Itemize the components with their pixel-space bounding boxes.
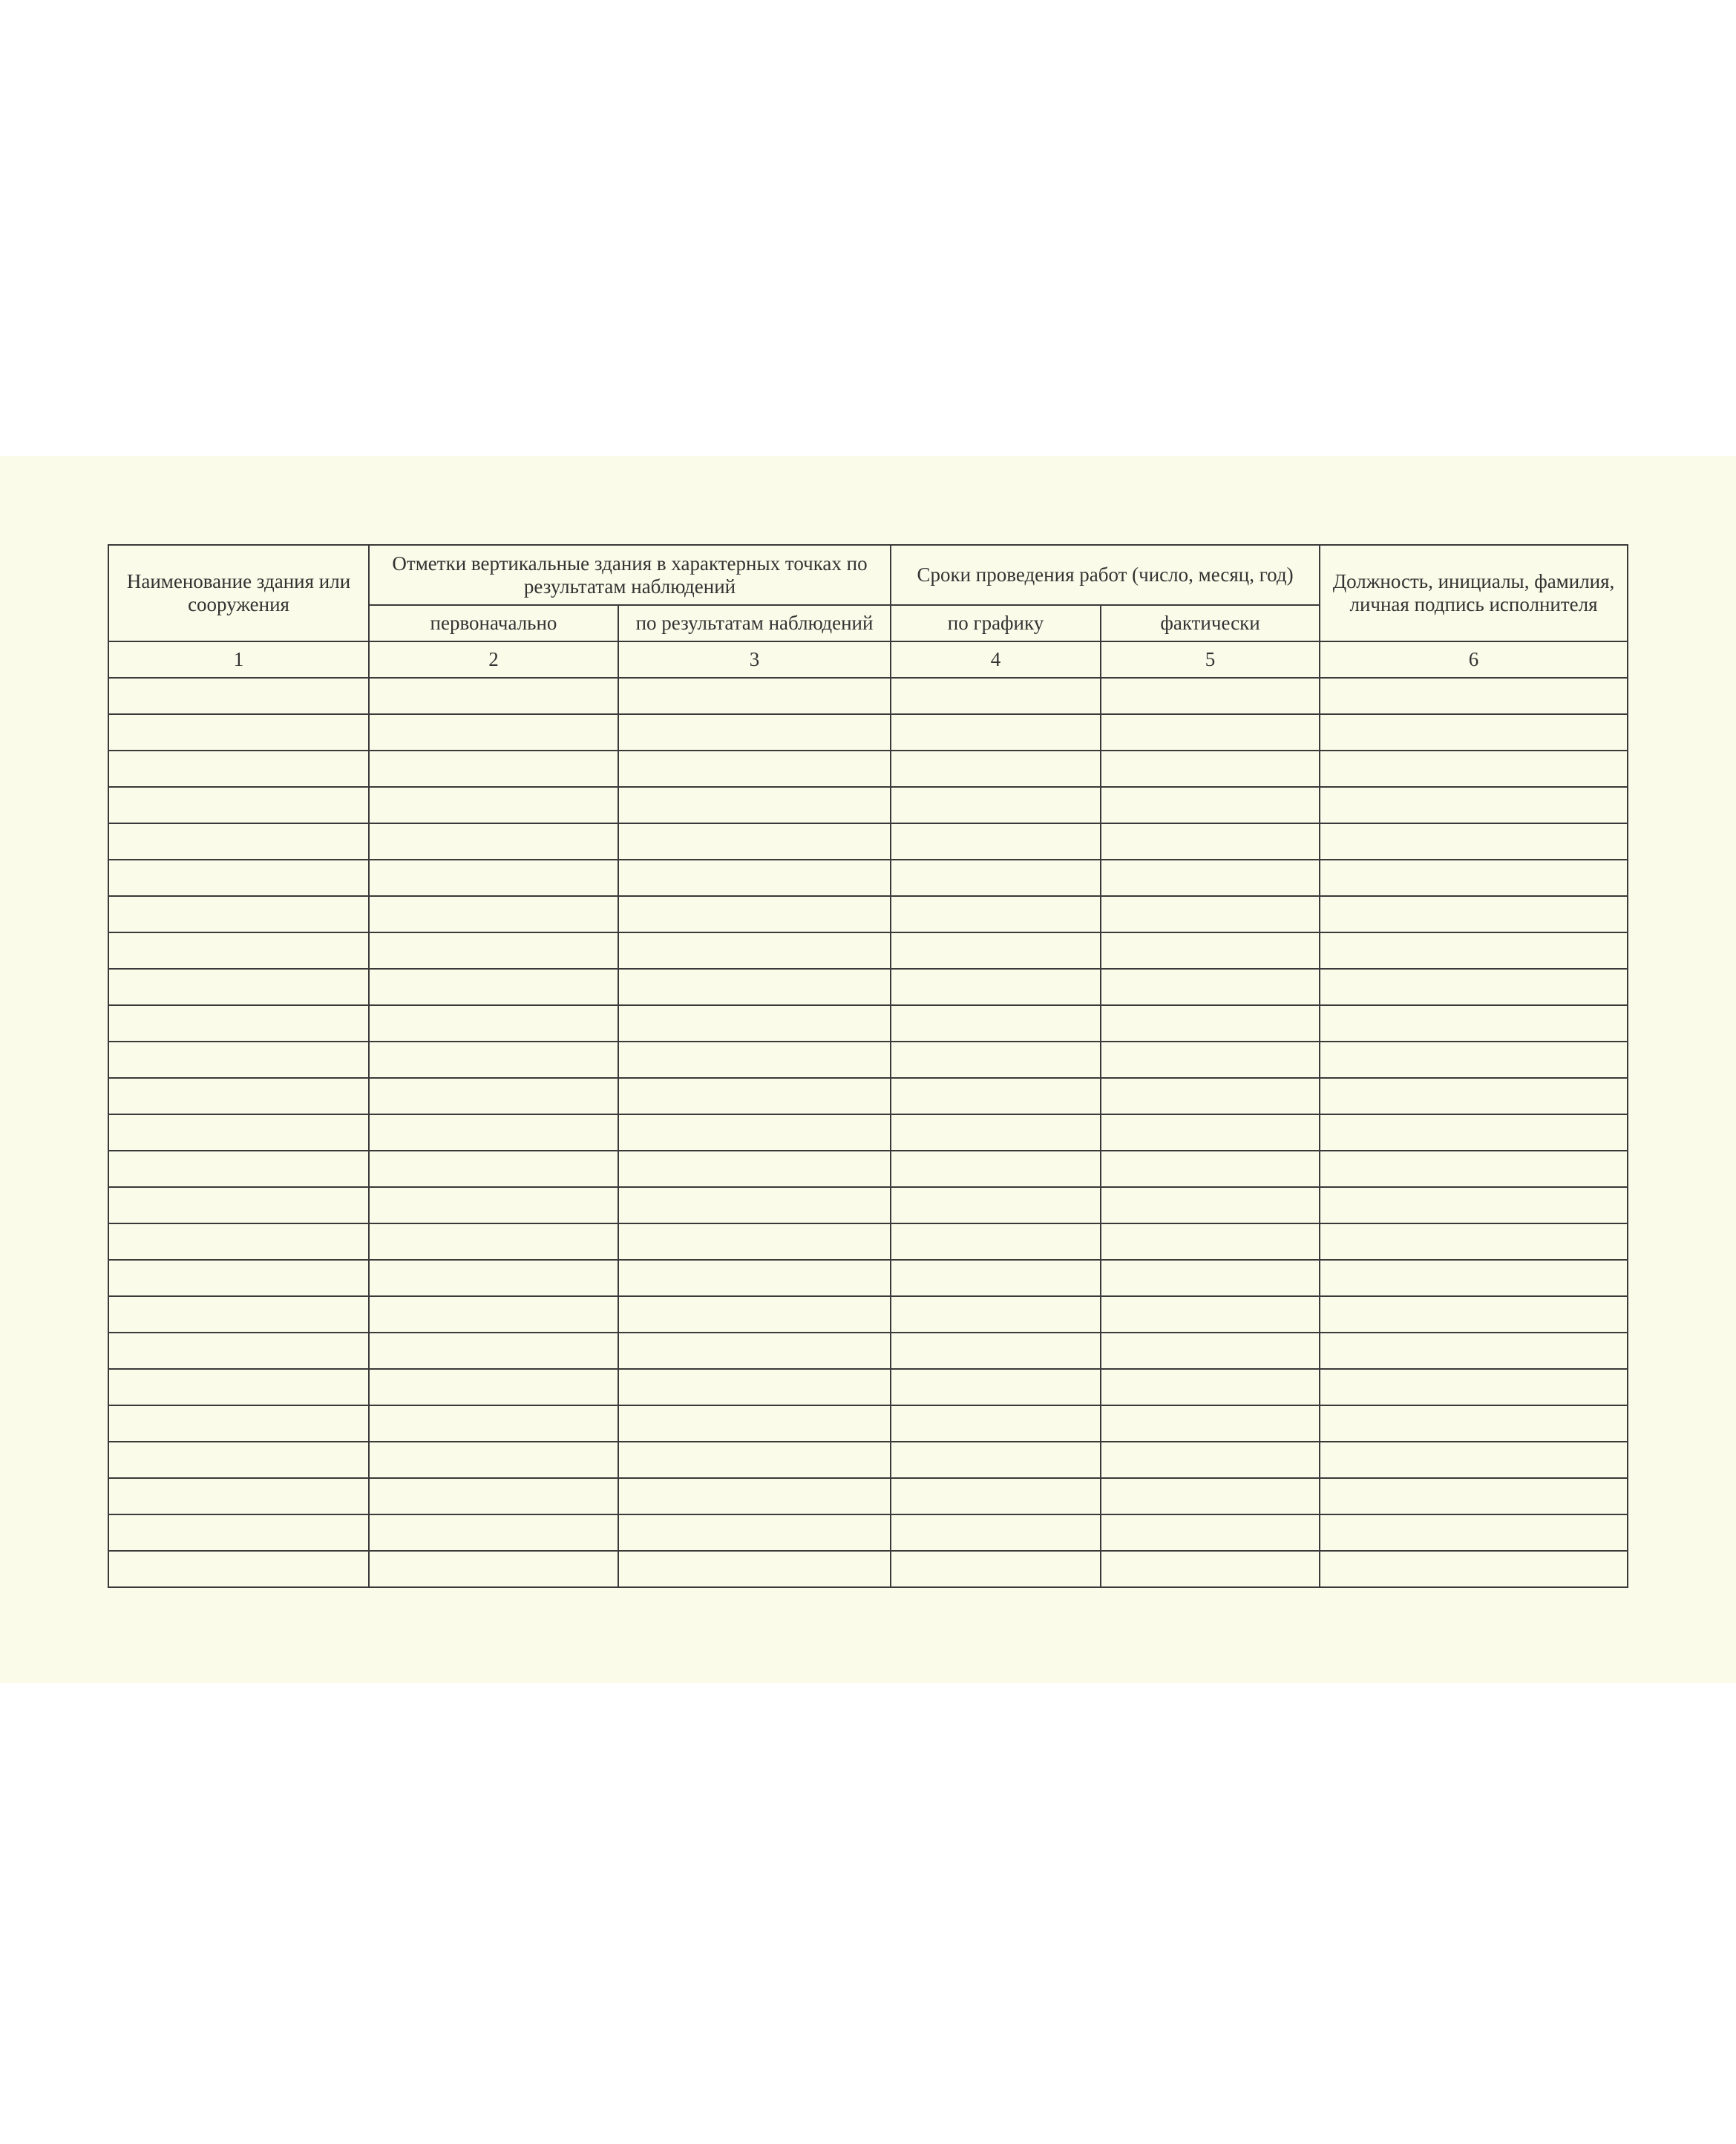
header-by-schedule: по графику xyxy=(891,605,1101,641)
table-row xyxy=(108,896,1628,932)
table-cell[interactable] xyxy=(108,751,369,787)
table-cell[interactable] xyxy=(618,1333,891,1369)
table-row xyxy=(108,969,1628,1005)
table-cell[interactable] xyxy=(1320,1078,1628,1114)
table-cell[interactable] xyxy=(108,1078,369,1114)
table-row xyxy=(108,1114,1628,1151)
table-cell[interactable] xyxy=(1320,678,1628,714)
table-row xyxy=(108,1333,1628,1369)
table-cell[interactable] xyxy=(108,1478,369,1514)
table-cell[interactable] xyxy=(108,1260,369,1296)
table-cell[interactable] xyxy=(891,860,1101,896)
table-cell[interactable] xyxy=(618,860,891,896)
header-work-dates: Сроки проведения работ (число, месяц, год) xyxy=(891,545,1320,605)
table-cell[interactable] xyxy=(891,1551,1101,1587)
table-cell[interactable] xyxy=(891,1296,1101,1333)
table-row xyxy=(108,1042,1628,1078)
table-cell[interactable] xyxy=(1320,969,1628,1005)
table-cell[interactable] xyxy=(1320,1514,1628,1551)
table-cell[interactable] xyxy=(108,1405,369,1442)
table-cell[interactable] xyxy=(891,1187,1101,1223)
table-cell[interactable] xyxy=(369,932,618,969)
table-cell[interactable] xyxy=(108,1151,369,1187)
table-cell[interactable] xyxy=(1101,1405,1320,1442)
table-cell[interactable] xyxy=(369,751,618,787)
table-cell[interactable] xyxy=(618,1260,891,1296)
table-cell[interactable] xyxy=(369,1405,618,1442)
table-cell[interactable] xyxy=(1320,1478,1628,1514)
table-cell[interactable] xyxy=(108,1223,369,1260)
table-cell[interactable] xyxy=(369,1187,618,1223)
table-cell[interactable] xyxy=(369,1514,618,1551)
table-cell[interactable] xyxy=(1320,1260,1628,1296)
table-cell[interactable] xyxy=(618,751,891,787)
table-row xyxy=(108,932,1628,969)
table-cell[interactable] xyxy=(1320,751,1628,787)
table-cell[interactable] xyxy=(891,1478,1101,1514)
table-cell[interactable] xyxy=(618,1005,891,1042)
table-cell[interactable] xyxy=(369,1369,618,1405)
table-cell[interactable] xyxy=(108,1005,369,1042)
header-initially: первоначально xyxy=(369,605,618,641)
table-row xyxy=(108,1478,1628,1514)
table-cell[interactable] xyxy=(1320,823,1628,860)
column-number: 4 xyxy=(891,641,1101,678)
table-cell[interactable] xyxy=(108,1333,369,1369)
table-cell[interactable] xyxy=(891,787,1101,823)
table-cell[interactable] xyxy=(369,1442,618,1478)
table-row xyxy=(108,1514,1628,1551)
table-cell[interactable] xyxy=(1101,1042,1320,1078)
table-cell[interactable] xyxy=(1101,1551,1320,1587)
table-cell[interactable] xyxy=(618,1442,891,1478)
table-cell[interactable] xyxy=(108,1296,369,1333)
table-cell[interactable] xyxy=(1320,1187,1628,1223)
table-cell[interactable] xyxy=(369,1551,618,1587)
table-cell[interactable] xyxy=(108,932,369,969)
table-cell[interactable] xyxy=(108,1514,369,1551)
table-cell[interactable] xyxy=(1101,787,1320,823)
table-cell[interactable] xyxy=(369,787,618,823)
table-cell[interactable] xyxy=(618,1151,891,1187)
header-actual: фактически xyxy=(1101,605,1320,641)
table-cell[interactable] xyxy=(1320,1333,1628,1369)
table-cell[interactable] xyxy=(618,1187,891,1223)
table-cell[interactable] xyxy=(618,823,891,860)
table-cell[interactable] xyxy=(891,1405,1101,1442)
table-cell[interactable] xyxy=(618,787,891,823)
table-cell[interactable] xyxy=(1101,1442,1320,1478)
table-cell[interactable] xyxy=(369,1260,618,1296)
table-cell[interactable] xyxy=(369,714,618,751)
table-cell[interactable] xyxy=(369,678,618,714)
table-cell[interactable] xyxy=(369,896,618,932)
header-by-observation: по результатам наблюдений xyxy=(618,605,891,641)
table-cell[interactable] xyxy=(891,1114,1101,1151)
table-cell[interactable] xyxy=(1101,1296,1320,1333)
header-vertical-marks: Отметки вертикальные здания в характерных точках по результатам наблюдений xyxy=(369,545,891,605)
table-cell[interactable] xyxy=(1320,787,1628,823)
table-cell[interactable] xyxy=(618,678,891,714)
table-cell[interactable] xyxy=(618,932,891,969)
table-cell[interactable] xyxy=(891,1005,1101,1042)
table-cell[interactable] xyxy=(618,1078,891,1114)
table-row xyxy=(108,1405,1628,1442)
column-number: 2 xyxy=(369,641,618,678)
table-row xyxy=(108,787,1628,823)
table-cell[interactable] xyxy=(618,1551,891,1587)
table-cell[interactable] xyxy=(1101,714,1320,751)
table-cell[interactable] xyxy=(891,1333,1101,1369)
table-cell[interactable] xyxy=(369,969,618,1005)
table-cell[interactable] xyxy=(891,1223,1101,1260)
table-cell[interactable] xyxy=(618,896,891,932)
table-cell[interactable] xyxy=(891,1042,1101,1078)
table-cell[interactable] xyxy=(618,969,891,1005)
table-cell[interactable] xyxy=(1101,1369,1320,1405)
table-cell[interactable] xyxy=(891,823,1101,860)
table-cell[interactable] xyxy=(108,678,369,714)
table-cell[interactable] xyxy=(618,1114,891,1151)
table-cell[interactable] xyxy=(369,1333,618,1369)
table-cell[interactable] xyxy=(369,1078,618,1114)
table-cell[interactable] xyxy=(1101,1114,1320,1151)
table-cell[interactable] xyxy=(891,1514,1101,1551)
table-cell[interactable] xyxy=(369,1478,618,1514)
observation-journal-table xyxy=(108,544,1628,1588)
table-cell[interactable] xyxy=(891,896,1101,932)
table-row xyxy=(108,1151,1628,1187)
table-cell[interactable] xyxy=(891,1442,1101,1478)
table-row xyxy=(108,751,1628,787)
table-cell[interactable] xyxy=(618,1405,891,1442)
column-number: 3 xyxy=(618,641,891,678)
table-cell[interactable] xyxy=(1101,823,1320,860)
table-cell[interactable] xyxy=(369,823,618,860)
column-number: 1 xyxy=(108,641,369,678)
table-cell[interactable] xyxy=(108,860,369,896)
table-cell[interactable] xyxy=(1320,714,1628,751)
table-cell[interactable] xyxy=(618,1478,891,1514)
header-executor: Должность, инициалы, фамилия, личная подпись исполнителя xyxy=(1320,545,1628,641)
journal-body xyxy=(108,678,1628,1587)
table-cell[interactable] xyxy=(1320,860,1628,896)
table-cell[interactable] xyxy=(1101,1151,1320,1187)
table-cell[interactable] xyxy=(618,1042,891,1078)
table-cell[interactable] xyxy=(1320,1296,1628,1333)
table-cell[interactable] xyxy=(891,751,1101,787)
table-cell[interactable] xyxy=(369,860,618,896)
table-cell[interactable] xyxy=(108,1442,369,1478)
table-cell[interactable] xyxy=(108,787,369,823)
table-row xyxy=(108,1442,1628,1478)
table-cell[interactable] xyxy=(1320,1442,1628,1478)
table-row xyxy=(108,1296,1628,1333)
table-cell[interactable] xyxy=(618,714,891,751)
column-number: 5 xyxy=(1101,641,1320,678)
table-cell[interactable] xyxy=(1320,1405,1628,1442)
table-cell[interactable] xyxy=(1320,1151,1628,1187)
table-cell[interactable] xyxy=(108,823,369,860)
table-row xyxy=(108,1223,1628,1260)
table-cell[interactable] xyxy=(618,1223,891,1260)
table-cell[interactable] xyxy=(1320,932,1628,969)
table-cell[interactable] xyxy=(891,1369,1101,1405)
table-cell[interactable] xyxy=(618,1369,891,1405)
table-cell[interactable] xyxy=(108,1042,369,1078)
table-cell[interactable] xyxy=(1101,860,1320,896)
table-row xyxy=(108,678,1628,714)
table-cell[interactable] xyxy=(369,1005,618,1042)
table-cell[interactable] xyxy=(108,1551,369,1587)
table-cell[interactable] xyxy=(891,678,1101,714)
table-cell[interactable] xyxy=(618,1296,891,1333)
table-row xyxy=(108,1078,1628,1114)
table-cell[interactable] xyxy=(108,1369,369,1405)
table-cell[interactable] xyxy=(1320,1551,1628,1587)
table-cell[interactable] xyxy=(108,1114,369,1151)
table-row xyxy=(108,1187,1628,1223)
table-cell[interactable] xyxy=(1101,932,1320,969)
table-cell[interactable] xyxy=(1320,1369,1628,1405)
table-cell[interactable] xyxy=(1320,1114,1628,1151)
table-cell[interactable] xyxy=(1101,1260,1320,1296)
table-cell[interactable] xyxy=(108,896,369,932)
table-row xyxy=(108,1369,1628,1405)
table-cell[interactable] xyxy=(1101,678,1320,714)
table-cell[interactable] xyxy=(891,932,1101,969)
column-number: 6 xyxy=(1320,641,1628,678)
table-row xyxy=(108,1551,1628,1587)
table-cell[interactable] xyxy=(369,1042,618,1078)
table-cell[interactable] xyxy=(891,1151,1101,1187)
table-cell[interactable] xyxy=(1101,751,1320,787)
table-cell[interactable] xyxy=(1320,896,1628,932)
table-row xyxy=(108,860,1628,896)
table-cell[interactable] xyxy=(1320,1042,1628,1078)
table-row xyxy=(108,1005,1628,1042)
table-cell[interactable] xyxy=(1101,896,1320,932)
table-cell[interactable] xyxy=(1101,1187,1320,1223)
table-cell[interactable] xyxy=(1101,1333,1320,1369)
table-cell[interactable] xyxy=(1101,1223,1320,1260)
table-cell[interactable] xyxy=(1101,1005,1320,1042)
table-row xyxy=(108,714,1628,751)
table-cell[interactable] xyxy=(891,714,1101,751)
table-cell[interactable] xyxy=(1320,1005,1628,1042)
table-cell[interactable] xyxy=(891,969,1101,1005)
table-cell[interactable] xyxy=(1101,1514,1320,1551)
table-cell[interactable] xyxy=(369,1114,618,1151)
table-cell[interactable] xyxy=(108,969,369,1005)
table-cell[interactable] xyxy=(618,1514,891,1551)
table-cell[interactable] xyxy=(369,1151,618,1187)
table-cell[interactable] xyxy=(1101,1478,1320,1514)
table-cell[interactable] xyxy=(891,1078,1101,1114)
header-building-name: Наименование здания или сооружения xyxy=(108,545,369,641)
table-cell[interactable] xyxy=(1101,969,1320,1005)
table-row xyxy=(108,823,1628,860)
table-cell[interactable] xyxy=(108,714,369,751)
journal-sheet xyxy=(0,456,1736,1683)
table-cell[interactable] xyxy=(369,1296,618,1333)
table-cell[interactable] xyxy=(891,1260,1101,1296)
table-cell[interactable] xyxy=(108,1187,369,1223)
table-cell[interactable] xyxy=(1101,1078,1320,1114)
table-cell[interactable] xyxy=(369,1223,618,1260)
table-cell[interactable] xyxy=(1320,1223,1628,1260)
table-row xyxy=(108,1260,1628,1296)
